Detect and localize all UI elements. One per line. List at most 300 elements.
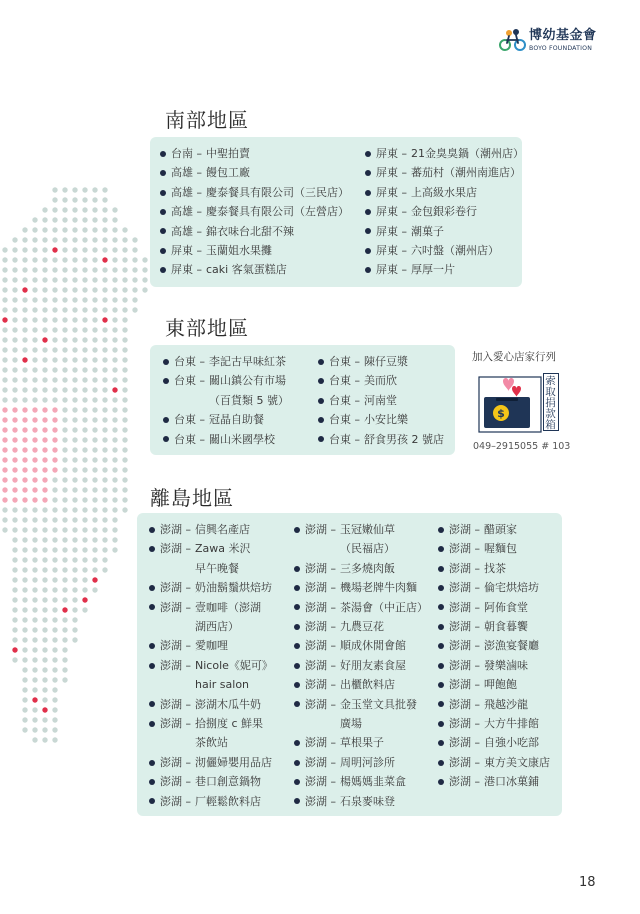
map-dot (62, 497, 67, 502)
bullet-icon (438, 585, 444, 591)
store-name-line: 廣場 (340, 717, 362, 731)
map-dot (32, 527, 37, 532)
store-item (294, 792, 428, 811)
map-dot (22, 407, 27, 412)
map-dot (82, 597, 87, 602)
map-dot (12, 257, 17, 262)
store-region: 澎湖 – (160, 794, 191, 808)
store-region: 澎湖 – (160, 658, 191, 672)
map-dot (112, 217, 117, 222)
map-dot (52, 577, 57, 582)
map-dot (92, 367, 97, 372)
map-dot (62, 447, 67, 452)
map-dot (62, 537, 67, 542)
map-dot (122, 327, 127, 332)
map-dot (22, 447, 27, 452)
map-dot (112, 487, 117, 492)
map-dot (82, 337, 87, 342)
map-dot (92, 587, 97, 592)
store-name (195, 578, 272, 597)
map-dot (102, 227, 107, 232)
map-dot (92, 337, 97, 342)
map-dot (42, 537, 47, 542)
map-dot (92, 547, 97, 552)
store-name-line: 朝食暮饗 (484, 620, 528, 634)
store-item (149, 539, 273, 578)
map-dot (62, 417, 67, 422)
map-dot (72, 587, 77, 592)
map-dot (22, 497, 27, 502)
map-dot (32, 647, 37, 652)
store-item (438, 520, 550, 539)
map-dot (32, 387, 37, 392)
map-dot (12, 417, 17, 422)
store-name (411, 241, 499, 260)
store-name-line: 玉冠嫩仙草 (340, 523, 395, 536)
map-dot (22, 527, 27, 532)
store-list-column (365, 144, 524, 280)
store-region: 澎湖 – (305, 561, 336, 575)
store-name-line: 茶飲站 (195, 736, 228, 750)
map-dot (92, 447, 97, 452)
map-dot (2, 467, 7, 472)
map-dot (12, 447, 17, 452)
map-dot (82, 287, 87, 292)
store-region: 澎湖 – (160, 581, 191, 595)
bullet-icon (149, 527, 155, 533)
map-dot (12, 407, 17, 412)
map-dot (12, 427, 17, 432)
store-name (206, 241, 272, 260)
map-dot (72, 477, 77, 482)
map-dot (62, 317, 67, 322)
store-name-line: 金玉堂文具批發 (340, 697, 417, 711)
map-dot (42, 527, 47, 532)
map-dot (52, 377, 57, 382)
map-dot (12, 277, 17, 282)
store-region: 台東 – (329, 432, 360, 446)
map-dot (72, 387, 77, 392)
map-dot (122, 467, 127, 472)
store-item (365, 241, 524, 260)
store-name (340, 656, 406, 675)
bullet-icon (160, 248, 166, 254)
map-dot (52, 677, 57, 682)
map-dot (42, 217, 47, 222)
map-dot (82, 587, 87, 592)
map-dot (62, 247, 67, 252)
map-dot (12, 467, 17, 472)
map-dot (22, 427, 27, 432)
map-dot (2, 327, 7, 332)
store-item (294, 695, 428, 734)
map-dot (22, 227, 27, 232)
store-region: 澎湖 – (160, 639, 191, 653)
map-dot (72, 347, 77, 352)
map-dot (32, 337, 37, 342)
map-dot (12, 637, 17, 642)
store-name-line: 小安比樂 (364, 413, 408, 427)
map-dot (42, 697, 47, 702)
store-item (149, 598, 273, 637)
map-dot (82, 267, 87, 272)
store-name-line: Zawa 米沢 (195, 542, 251, 556)
store-name-line: 茶湯會（中正店） (340, 600, 428, 614)
map-dot (62, 667, 67, 672)
map-dot (22, 697, 27, 702)
map-dot (52, 657, 57, 662)
map-dot (32, 617, 37, 622)
bullet-icon (438, 682, 444, 688)
map-dot (92, 257, 97, 262)
bullet-icon (294, 740, 300, 746)
map-dot (12, 657, 17, 662)
store-name (195, 695, 261, 714)
map-dot (12, 297, 17, 302)
map-dot (22, 657, 27, 662)
map-dot (52, 717, 57, 722)
map-dot (42, 447, 47, 452)
map-dot (82, 367, 87, 372)
map-dot (52, 337, 57, 342)
store-name (195, 753, 272, 772)
store-region: 屏東 – (376, 205, 407, 219)
map-dot (82, 507, 87, 512)
map-dot (82, 397, 87, 402)
boyo-logo-icon (499, 28, 527, 52)
map-dot (32, 327, 37, 332)
map-dot (62, 207, 67, 212)
map-dot (42, 637, 47, 642)
map-dot (102, 367, 107, 372)
coin-symbol: $ (497, 407, 505, 420)
store-item (149, 792, 273, 811)
map-dot (12, 557, 17, 562)
map-dot (102, 507, 107, 512)
bullet-icon (294, 624, 300, 630)
store-region: 澎湖 – (449, 658, 480, 672)
map-dot (112, 547, 117, 552)
map-dot (52, 247, 57, 252)
store-name-line: 順成休閒會館 (340, 639, 406, 653)
map-dot (32, 597, 37, 602)
map-dot (122, 407, 127, 412)
store-name-line: 愛咖哩 (195, 639, 228, 653)
store-name-line: 草根果子 (340, 736, 384, 750)
map-dot (132, 277, 137, 282)
map-dot (52, 557, 57, 562)
map-dot (22, 667, 27, 672)
map-dot (62, 587, 67, 592)
store-item (438, 753, 550, 772)
map-dot (62, 277, 67, 282)
map-dot (22, 247, 27, 252)
store-item (294, 675, 428, 694)
map-dot (62, 457, 67, 462)
bullet-icon (294, 527, 300, 533)
store-name-line: 潮菓子 (411, 224, 444, 238)
store-name (364, 352, 408, 371)
map-dot (62, 407, 67, 412)
map-dot (142, 287, 147, 292)
bullet-icon (294, 585, 300, 591)
map-dot (2, 337, 7, 342)
store-item (294, 656, 428, 675)
map-dot (82, 577, 87, 582)
map-dot (112, 327, 117, 332)
map-dot (102, 557, 107, 562)
bullet-icon (163, 359, 169, 365)
map-dot (72, 357, 77, 362)
map-dot (82, 197, 87, 202)
map-dot (22, 627, 27, 632)
store-item (438, 695, 550, 714)
store-item (149, 753, 273, 772)
map-dot (32, 627, 37, 632)
bullet-icon (365, 151, 371, 157)
map-dot (2, 247, 7, 252)
map-dot (42, 257, 47, 262)
store-region: 高雄 – (171, 185, 202, 199)
store-name-line: 拾捌度 c 鮮果 (195, 717, 264, 731)
map-dot (22, 467, 27, 472)
store-name (364, 410, 408, 429)
map-dot (42, 207, 47, 212)
store-name-line: 玉蘭姐水果攤 (206, 244, 272, 258)
store-region: 澎湖 – (305, 678, 336, 692)
map-dot (2, 347, 7, 352)
store-name (340, 559, 395, 578)
map-dot (92, 407, 97, 412)
map-dot (72, 337, 77, 342)
map-dot (32, 427, 37, 432)
store-name-line: Nicole《妮可》 (195, 658, 273, 672)
map-dot (122, 237, 127, 242)
store-region: 台東 – (174, 374, 205, 388)
map-dot (22, 257, 27, 262)
map-dot (12, 517, 17, 522)
map-dot (52, 667, 57, 672)
map-dot (52, 597, 57, 602)
store-name (195, 792, 261, 811)
store-list-column (149, 520, 273, 811)
store-item (365, 222, 524, 241)
store-item (163, 430, 289, 449)
bullet-icon (160, 267, 166, 273)
map-dot (112, 347, 117, 352)
map-dot (42, 457, 47, 462)
map-dot (12, 327, 17, 332)
map-dot (72, 207, 77, 212)
map-dot (92, 487, 97, 492)
map-dot (52, 727, 57, 732)
map-dot (122, 227, 127, 232)
bullet-icon (438, 701, 444, 707)
map-dot (92, 537, 97, 542)
map-dot (92, 207, 97, 212)
map-dot (122, 297, 127, 302)
map-dot (52, 407, 57, 412)
map-dot (112, 537, 117, 542)
store-region: 澎湖 – (449, 678, 480, 692)
map-dot (102, 397, 107, 402)
map-dot (22, 577, 27, 582)
map-dot (72, 467, 77, 472)
store-name (206, 260, 287, 279)
map-dot (2, 477, 7, 482)
bullet-icon (318, 436, 324, 442)
map-dot (92, 227, 97, 232)
bullet-icon (149, 585, 155, 591)
map-dot (72, 457, 77, 462)
map-dot (132, 257, 137, 262)
map-dot (132, 297, 137, 302)
map-dot (62, 427, 67, 432)
bullet-icon (318, 378, 324, 384)
map-dot (62, 647, 67, 652)
map-dot (112, 517, 117, 522)
map-dot (12, 537, 17, 542)
map-dot (72, 607, 77, 612)
bullet-icon (318, 417, 324, 423)
map-dot (122, 357, 127, 362)
store-name (195, 598, 261, 637)
map-dot (122, 457, 127, 462)
store-name (340, 772, 406, 791)
map-dot (72, 567, 77, 572)
map-dot (22, 517, 27, 522)
store-region: 澎湖 – (449, 697, 480, 711)
map-dot (62, 617, 67, 622)
map-dot (92, 217, 97, 222)
south-region-title: 南部地區 (165, 108, 249, 132)
store-name-line: 沏儷婦嬰用品店 (195, 755, 272, 769)
map-dot (72, 327, 77, 332)
map-dot (62, 567, 67, 572)
store-name (411, 163, 521, 182)
store-name (484, 772, 539, 791)
map-dot (82, 427, 87, 432)
store-item (438, 578, 550, 597)
store-name (340, 733, 384, 752)
store-name-line: 醋頭家 (484, 523, 517, 536)
map-dot (62, 337, 67, 342)
store-region: 屏東 – (376, 147, 407, 160)
store-item (294, 617, 428, 636)
map-dot (112, 367, 117, 372)
map-dot (52, 327, 57, 332)
store-name-line: 慶泰餐具有限公司（三民店） (206, 185, 349, 199)
map-dot (52, 357, 57, 362)
map-dot (112, 417, 117, 422)
map-dot (102, 417, 107, 422)
page-number: 18 (579, 875, 596, 890)
map-dot (52, 287, 57, 292)
map-dot (72, 407, 77, 412)
store-item (294, 772, 428, 791)
map-dot (42, 547, 47, 552)
store-name-line: 澎漁宴餐廳 (484, 639, 539, 653)
store-region: 高雄 – (171, 224, 202, 238)
store-name (195, 656, 273, 695)
map-dot (102, 457, 107, 462)
map-dot (62, 677, 67, 682)
store-region: 澎湖 – (305, 639, 336, 653)
store-name (484, 714, 539, 733)
store-name-line: 澎湖木瓜牛奶 (195, 697, 261, 711)
store-name (209, 352, 286, 371)
map-dot (12, 287, 17, 292)
map-dot (92, 497, 97, 502)
map-dot (52, 447, 57, 452)
map-dot (62, 237, 67, 242)
store-list-column (438, 520, 550, 792)
map-dot (62, 487, 67, 492)
map-dot (62, 257, 67, 262)
map-dot (22, 287, 27, 292)
map-dot (122, 257, 127, 262)
map-dot (62, 577, 67, 582)
map-dot (72, 427, 77, 432)
map-dot (52, 207, 57, 212)
map-dot (42, 707, 47, 712)
map-dot (52, 547, 57, 552)
map-dot (32, 547, 37, 552)
store-name (340, 695, 417, 734)
map-dot (72, 517, 77, 522)
store-item (294, 733, 428, 752)
store-name (484, 733, 539, 752)
map-dot (82, 497, 87, 502)
map-dot (72, 257, 77, 262)
map-dot (112, 477, 117, 482)
map-dot (22, 297, 27, 302)
store-list-column (160, 144, 349, 280)
map-dot (82, 277, 87, 282)
store-item (365, 183, 524, 202)
map-dot (22, 327, 27, 332)
map-dot (42, 417, 47, 422)
map-dot (82, 467, 87, 472)
store-name-line: 湖西店） (195, 620, 239, 634)
store-item (318, 391, 444, 410)
map-dot (72, 217, 77, 222)
store-region: 台東 – (174, 432, 205, 446)
store-region: 澎湖 – (449, 775, 480, 789)
store-item (294, 520, 428, 559)
map-dot (52, 617, 57, 622)
map-dot (62, 297, 67, 302)
map-dot (72, 247, 77, 252)
store-region: 台東 – (174, 355, 205, 368)
map-dot (62, 467, 67, 472)
map-dot (122, 497, 127, 502)
map-dot (52, 527, 57, 532)
store-name-line: 厂輕鬆飲料店 (195, 794, 261, 808)
store-name-line: 冠晶自助餐 (209, 413, 264, 427)
map-dot (82, 547, 87, 552)
store-item (149, 520, 273, 539)
map-dot (112, 377, 117, 382)
map-dot (72, 317, 77, 322)
map-dot (112, 467, 117, 472)
map-dot (92, 287, 97, 292)
map-dot (2, 277, 7, 282)
map-dot (122, 347, 127, 352)
bullet-icon (294, 663, 300, 669)
east-region-list-box (150, 345, 455, 455)
store-item (163, 352, 289, 371)
